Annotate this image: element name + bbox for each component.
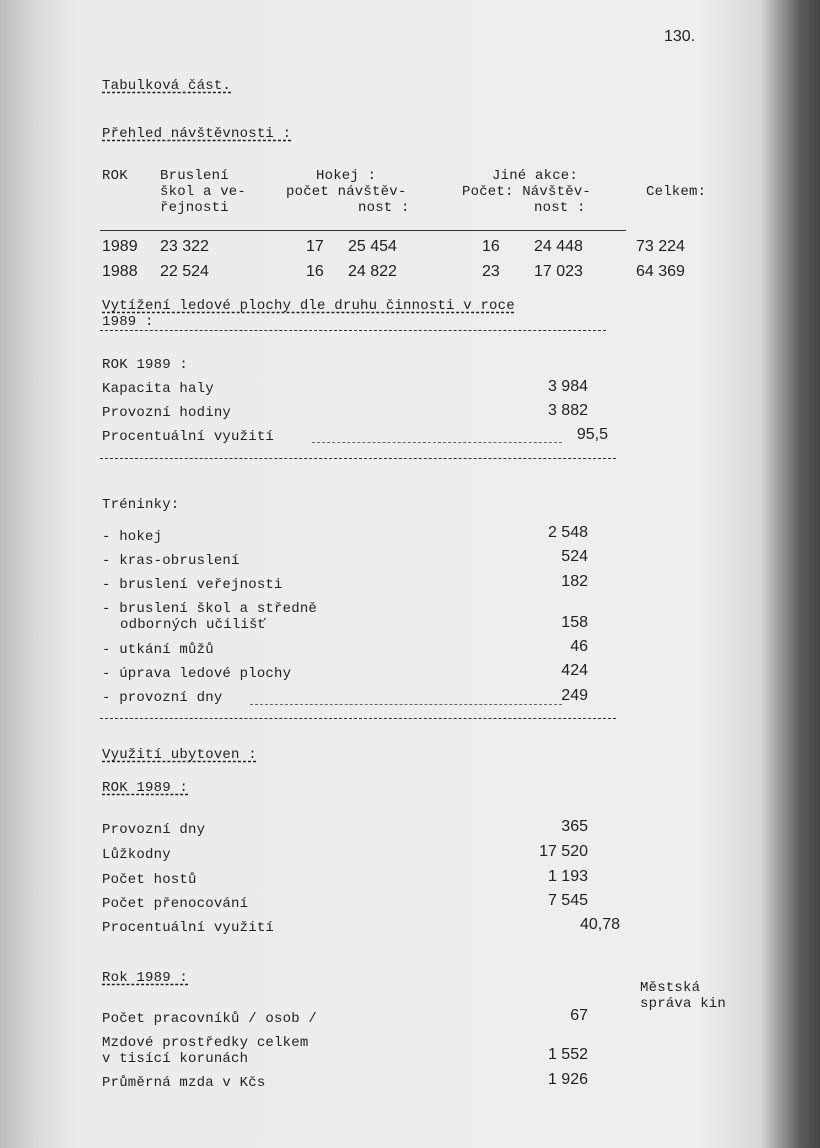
item-label: - bruslení škol a středně — [102, 601, 318, 617]
row-brusleni: 22 524 — [160, 263, 209, 280]
col-jine-2: Počet: Návštěv- — [462, 184, 592, 200]
side-note-2: správa kin — [640, 996, 727, 1012]
dashed-rule — [100, 718, 616, 719]
row-rok: 1989 — [102, 238, 138, 255]
row-hokej-pocet: 17 — [306, 238, 324, 255]
item-value: 3 882 — [547, 402, 588, 419]
row-brusleni: 23 322 — [160, 238, 209, 255]
row-jine-pocet: 16 — [482, 238, 500, 255]
row-hokej-navstevnost: 24 822 — [348, 263, 397, 280]
ice-load-heading-2: 1989 : — [102, 314, 154, 330]
col-brusleni-3: řejnosti — [160, 200, 229, 216]
item-label-continued: v tisící korunách — [102, 1051, 249, 1067]
staff-rok: Rok 1989 : — [102, 970, 189, 986]
row-celkem: 64 369 — [636, 263, 685, 280]
page-number: 130. — [664, 28, 696, 45]
item-label: Mzdové prostředky celkem — [102, 1035, 309, 1051]
item-label: Průměrná mzda v Kčs — [102, 1075, 266, 1091]
col-brusleni-1: Bruslení — [160, 168, 229, 184]
col-hokej-2: počet návštěv- — [286, 184, 407, 200]
item-value: 182 — [561, 573, 588, 590]
attendance-heading: Přehled návštěvnosti : — [102, 126, 292, 142]
item-value: 1 552 — [547, 1046, 588, 1063]
item-label: Počet pracovníků / osob / — [102, 1011, 318, 1027]
row-jine-navstevnost: 17 023 — [534, 263, 583, 280]
col-celkem: Celkem: — [646, 184, 707, 200]
item-value: 524 — [561, 548, 588, 565]
item-value: 17 520 — [539, 843, 588, 860]
item-label: Počet hostů — [102, 872, 197, 888]
item-label: - úprava ledové plochy — [102, 666, 292, 682]
table-rule — [100, 230, 626, 231]
item-label: Kapacita haly — [102, 381, 214, 397]
item-label-continued: odborných učilišť — [120, 617, 267, 633]
col-hokej-3: nost : — [358, 200, 410, 216]
col-hokej-1: Hokej : — [316, 168, 377, 184]
item-label: - provozní dny — [102, 690, 223, 706]
item-label: Provozní dny — [102, 822, 206, 838]
item-value: 40,78 — [579, 916, 620, 933]
dashed-rule — [100, 330, 606, 331]
item-value: 67 — [570, 1007, 588, 1024]
row-jine-pocet: 23 — [482, 263, 500, 280]
item-label: - kras-obruslení — [102, 553, 240, 569]
item-value: 46 — [570, 638, 588, 655]
col-jine-3: nost : — [534, 200, 586, 216]
item-value: 1 926 — [547, 1071, 588, 1088]
col-rok: ROK — [102, 168, 128, 184]
item-label: - hokej — [102, 529, 163, 545]
dashed-rule — [100, 458, 616, 459]
item-value: 249 — [561, 687, 588, 704]
trainings-heading: Tréninky: — [102, 497, 180, 513]
item-value: 3 984 — [547, 378, 588, 395]
item-value: 158 — [561, 614, 588, 631]
item-label: - bruslení veřejnosti — [102, 577, 283, 593]
col-jine-1: Jiné akce: — [492, 168, 579, 184]
row-celkem: 73 224 — [636, 238, 685, 255]
side-note-1: Městská — [640, 980, 701, 996]
item-label: Provozní hodiny — [102, 405, 232, 421]
row-hokej-navstevnost: 25 454 — [348, 238, 397, 255]
item-value: 424 — [561, 662, 588, 679]
ice-load-heading-1: Vytížení ledové plochy dle druhu činnosti v roce — [102, 298, 515, 314]
item-label: - utkání můžů — [102, 642, 214, 658]
col-brusleni-2: škol a ve- — [160, 184, 247, 200]
ice-load-rok: ROK 1989 : — [102, 357, 189, 373]
item-label: Procentuální využití — [102, 429, 275, 445]
item-value: 365 — [561, 818, 588, 835]
lodging-rok: ROK 1989 : — [102, 780, 189, 796]
item-value: 2 548 — [547, 524, 588, 541]
row-rok: 1988 — [102, 263, 138, 280]
item-value: 1 193 — [547, 868, 588, 885]
item-value: 95,5 — [576, 426, 608, 443]
item-label: Počet přenocování — [102, 896, 249, 912]
row-hokej-pocet: 16 — [306, 263, 324, 280]
row-jine-navstevnost: 24 448 — [534, 238, 583, 255]
item-label: Lůžkodny — [102, 847, 171, 863]
item-label: Procentuální využití — [102, 920, 275, 936]
lodging-heading: Využití ubytoven : — [102, 747, 257, 763]
section-title: Tabulková část. — [102, 78, 232, 94]
item-value: 7 545 — [547, 892, 588, 909]
